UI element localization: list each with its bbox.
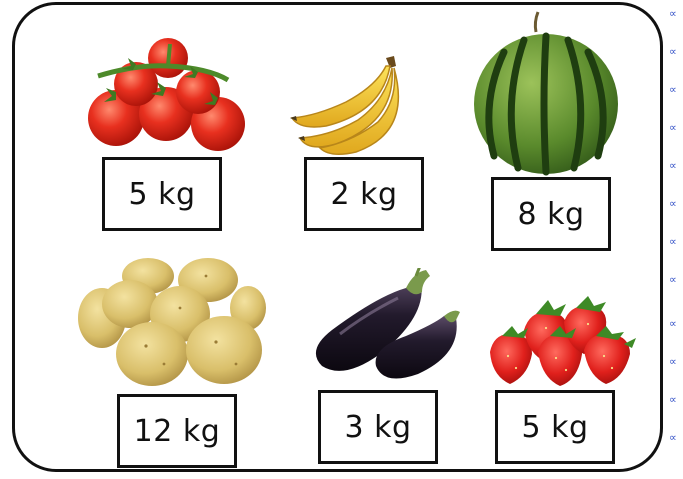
edge-mark: ∝ — [669, 83, 677, 96]
eggplants-image — [310, 268, 462, 380]
potatoes-image — [76, 254, 268, 392]
tomatoes-weight-label: 5 kg — [102, 157, 222, 231]
edge-mark: ∝ — [669, 235, 677, 248]
edge-mark: ∝ — [669, 317, 677, 330]
watermelon-image — [472, 10, 620, 176]
strawberries-image — [484, 296, 644, 388]
edge-mark: ∝ — [669, 45, 677, 58]
potatoes-weight-label: 12 kg — [117, 394, 237, 468]
watermelon-weight-label: 8 kg — [491, 177, 611, 251]
bananas-image — [286, 52, 418, 156]
edge-mark: ∝ — [669, 431, 677, 444]
edge-mark: ∝ — [669, 7, 677, 20]
edge-mark: ∝ — [669, 273, 677, 286]
edge-mark: ∝ — [669, 393, 677, 406]
edge-mark: ∝ — [669, 197, 677, 210]
edge-mark: ∝ — [669, 159, 677, 172]
bananas-weight-label: 2 kg — [304, 157, 424, 231]
tomatoes-image — [78, 36, 250, 156]
edge-mark: ∝ — [669, 121, 677, 134]
strawberries-weight-label: 5 kg — [495, 390, 615, 464]
edge-mark: ∝ — [669, 355, 677, 368]
eggplants-weight-label: 3 kg — [318, 390, 438, 464]
